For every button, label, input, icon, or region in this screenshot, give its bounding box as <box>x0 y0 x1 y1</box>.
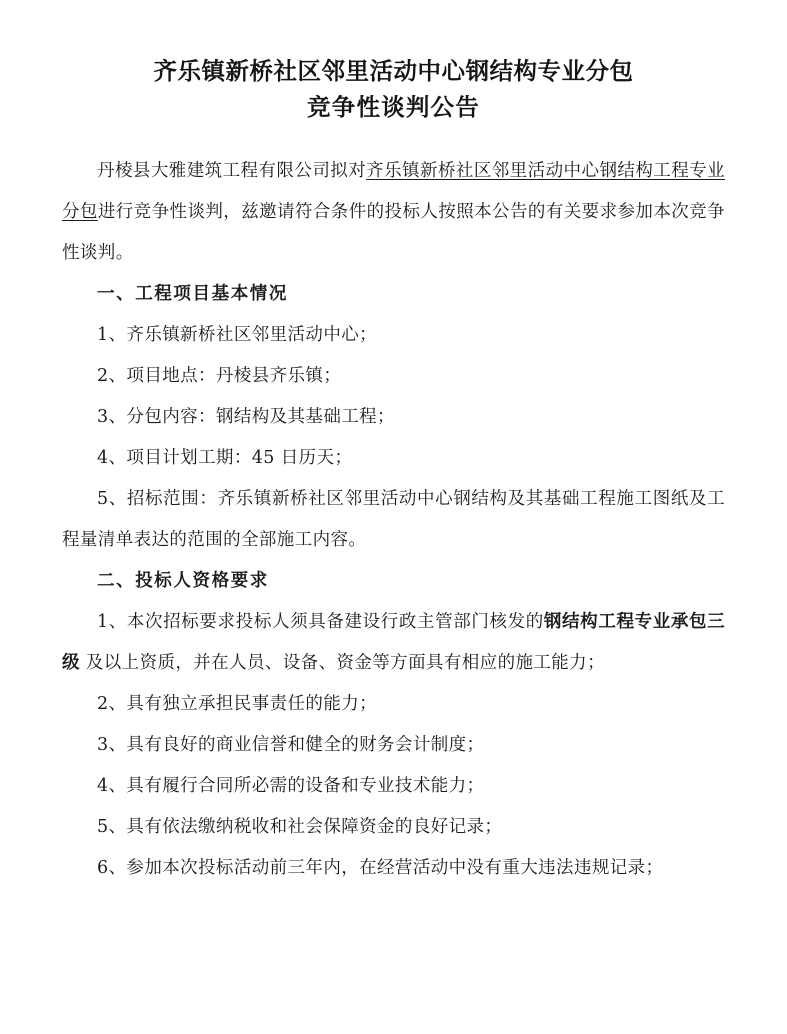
intro-suffix: 进行竞争性谈判，兹邀请符合条件的投标人按照本公告的有关要求参加本次竞争性谈判。 <box>62 202 725 264</box>
section-1-item-1: 1、齐乐镇新桥社区邻里活动中心； <box>97 325 378 346</box>
intro-paragraph <box>62 151 725 274</box>
section-1-item-5: 5、招标范围：齐乐镇新桥社区邻里活动中心钢结构及其基础工程施工图纸及工程量清单表达的范围的全部施工内容。 <box>62 489 725 551</box>
section-2-heading: 二、投标人资格要求 <box>97 571 269 592</box>
section-2-item-5: 5、具有依法缴纳税收和社会保障资金的良好记录； <box>97 817 503 838</box>
section-2-item-1-qualification: 钢结构工程专业承包三级 <box>62 612 726 674</box>
section-1-item-3: 3、分包内容：钢结构及其基础工程； <box>97 407 395 428</box>
section-1-item-2: 2、项目地点：丹棱县齐乐镇； <box>97 366 342 387</box>
section-2-item-2: 2、具有独立承担民事责任的能力； <box>97 694 378 715</box>
intro-prefix: 丹棱县大雅建筑工程有限公司拟对 <box>97 161 367 182</box>
title-line-1: 齐乐镇新桥社区邻里活动中心钢结构专业分包 <box>153 57 634 85</box>
section-2-item-1-suffix: 及以上资质，并在人员、设备、资金等方面具有相应的施工能力； <box>79 653 605 674</box>
section-2-item-4: 4、具有履行合同所必需的设备和专业技术能力； <box>97 776 485 797</box>
document-body <box>62 151 725 889</box>
title-line-2: 竞争性谈判公告 <box>307 92 480 121</box>
page-title <box>62 54 725 125</box>
section-2-item-6: 6、参加本次投标活动前三年内，在经营活动中没有重大违法违规记录； <box>97 858 664 879</box>
section-1-item-4: 4、项目计划工期：45 日历天； <box>97 448 353 469</box>
section-2-item-1 <box>62 602 725 684</box>
section-2-item-3: 3、具有良好的商业信誉和健全的财务会计制度； <box>97 735 485 756</box>
intro-underlined-scope: 齐乐镇新桥社区邻里活动中心钢结构工程专业分包 <box>62 161 726 223</box>
section-1-heading: 一、工程项目基本情况 <box>97 284 288 305</box>
section-2-item-1-prefix: 1、本次招标要求投标人须具备建设行政主管部门核发的 <box>97 612 544 633</box>
